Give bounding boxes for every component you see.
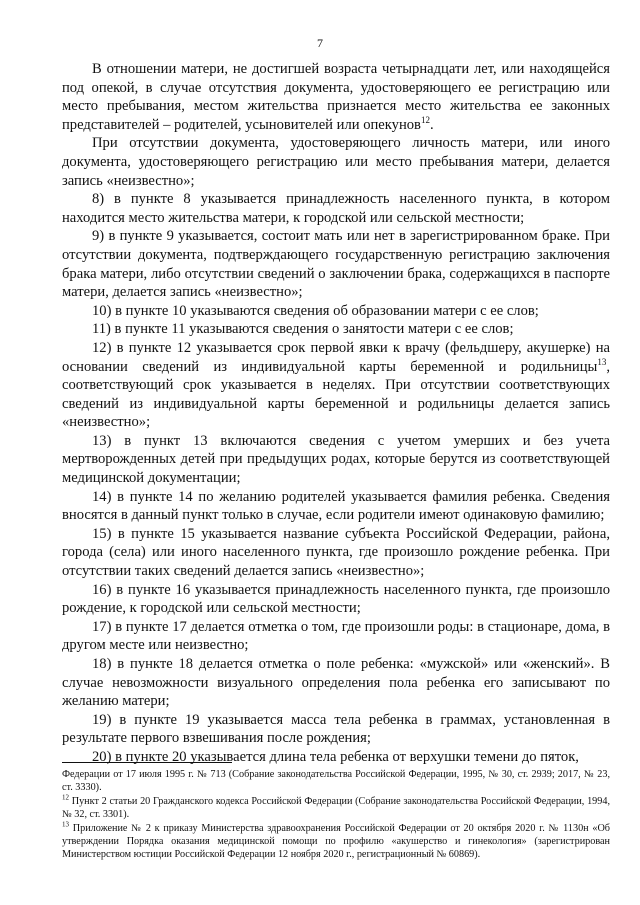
paragraph: [62, 488, 610, 525]
paragraph: [62, 711, 610, 748]
footnote: [62, 822, 610, 862]
paragraph: [62, 320, 610, 339]
paragraph-text: 10) в пункте 10 указываются сведения об образовании матери с ее слов;: [92, 302, 539, 319]
paragraph: [62, 581, 610, 618]
paragraph-text: В отношении матери, не достигшей возраста четырнадцати лет, или находящейся под опекой, в случае отсутствия документа, удостоверяющего ее регистрацию или место пребывания, местом жительства признается место жительства ее законных представителей – родителей, усыновителей или опекунов: [62, 61, 610, 133]
footnote-number: 13: [62, 820, 69, 829]
paragraph: [62, 134, 610, 190]
footnote-text: Пункт 2 статьи 20 Гражданского кодекса Российской Федерации (Собрание законодательства Российской Федерации, 1994, № 32, ст. 3301).: [62, 795, 610, 821]
paragraph-text: 17) в пункте 17 делается отметка о том, где произошли роды: в стационаре, дома, в другом месте или неизвестно;: [62, 618, 610, 654]
paragraph-tail: .: [429, 116, 434, 133]
paragraph: [62, 655, 610, 711]
footnote-number: 12: [62, 793, 69, 802]
footnote-ref: 12: [420, 114, 430, 125]
paragraph-text: 13) в пункт 13 включаются сведения с учетом умерших и без учета мертворожденных детей при предыдущих родах, которые берутся из соответствующей медицинской документации;: [62, 432, 610, 487]
paragraph-text: 9) в пункте 9 указывается, состоит мать или нет в зарегистрированном браке. При отсутствии документа, подтверждающего государственную регистрацию заключения брака матери, либо отсутствии сведений о заключении брака, содержащихся в паспорте матери, делается запись «неизвестно»;: [62, 228, 610, 301]
paragraph-text: При отсутствии документа, удостоверяющего личность матери, или иного документа, удостоверяющего регистрацию или место пребывания матери, делается запись «неизвестно»;: [62, 135, 610, 189]
paragraph: [62, 748, 610, 767]
paragraph: [62, 618, 610, 655]
paragraph: [62, 339, 610, 432]
footnote-ref: 13: [597, 356, 607, 367]
paragraph-text: 12) в пункте 12 указывается срок первой явки к врачу (фельдшеру, акушерке) на основании сведений из индивидуальной карты беременной и родильницы: [62, 339, 610, 375]
paragraph-tail: , соответствующий срок указывается в неделях. При отсутствии соответствующих сведений из индивидуальной карты беременной и родильницы делается запись «неизвестно»;: [62, 358, 610, 431]
paragraph: [62, 190, 610, 227]
paragraph-text: 20) в пункте 20 указывается длина тела ребенка от верхушки темени до пяток,: [92, 748, 579, 765]
paragraph: [62, 525, 610, 581]
page-number: 7: [317, 36, 323, 50]
footnote: [62, 768, 610, 795]
footnotes: [62, 768, 610, 862]
footnote-text: Федерации от 17 июля 1995 г. № 713 (Собрание законодательства Российской Федерации, 1995, № 30, ст. 2939; 2017, № 23, ст. 3330).: [62, 769, 610, 794]
paragraph: [62, 60, 610, 134]
paragraph-text: 16) в пункте 16 указывается принадлежность населенного пункта, где произошло рождение, к городской или сельской местности;: [62, 581, 610, 617]
footnote-divider: [62, 762, 232, 763]
footnote-text: Приложение № 2 к приказу Министерства здравоохранения Российской Федерации от 20 октября 2020 г. № 1130н «Об утверждении Порядка оказания медицинской помощи по профилю «акушерство и гинекология» (зарегистрирован Министерством юстиции Российской Федерации 12 ноября 2020 г., регистрационный № 60869).: [62, 822, 610, 861]
paragraph-text: 11) в пункте 11 указываются сведения о занятости матери с ее слов;: [92, 321, 514, 338]
paragraph: [62, 302, 610, 321]
paragraph: [62, 227, 610, 301]
body-text: [62, 60, 610, 767]
paragraph-text: 19) в пункте 19 указывается масса тела ребенка в граммах, установленная в результате первого взвешивания после рождения;: [62, 711, 610, 747]
footnote: [62, 795, 610, 822]
paragraph-text: 8) в пункте 8 указывается принадлежность населенного пункта, в котором находится место жительства матери, к городской или сельской местности;: [62, 191, 610, 226]
paragraph-text: 15) в пункте 15 указывается название субъекта Российской Федерации, района, города (села) или иного населенного пункта, где произошло рождение ребенка. При отсутствии таких сведений делается запись «неизвестно»;: [62, 525, 610, 580]
paragraph: [62, 432, 610, 488]
paragraph-text: 18) в пункте 18 делается отметка о поле ребенка: «мужской» или «женский». В случае невозможности визуального определения пола ребенка его записывают по желанию матери;: [62, 656, 610, 710]
paragraph-text: 14) в пункте 14 по желанию родителей указывается фамилия ребенка. Сведения вносятся в данный пункт только в случае, если родители имеют одинаковую фамилию;: [62, 488, 610, 524]
